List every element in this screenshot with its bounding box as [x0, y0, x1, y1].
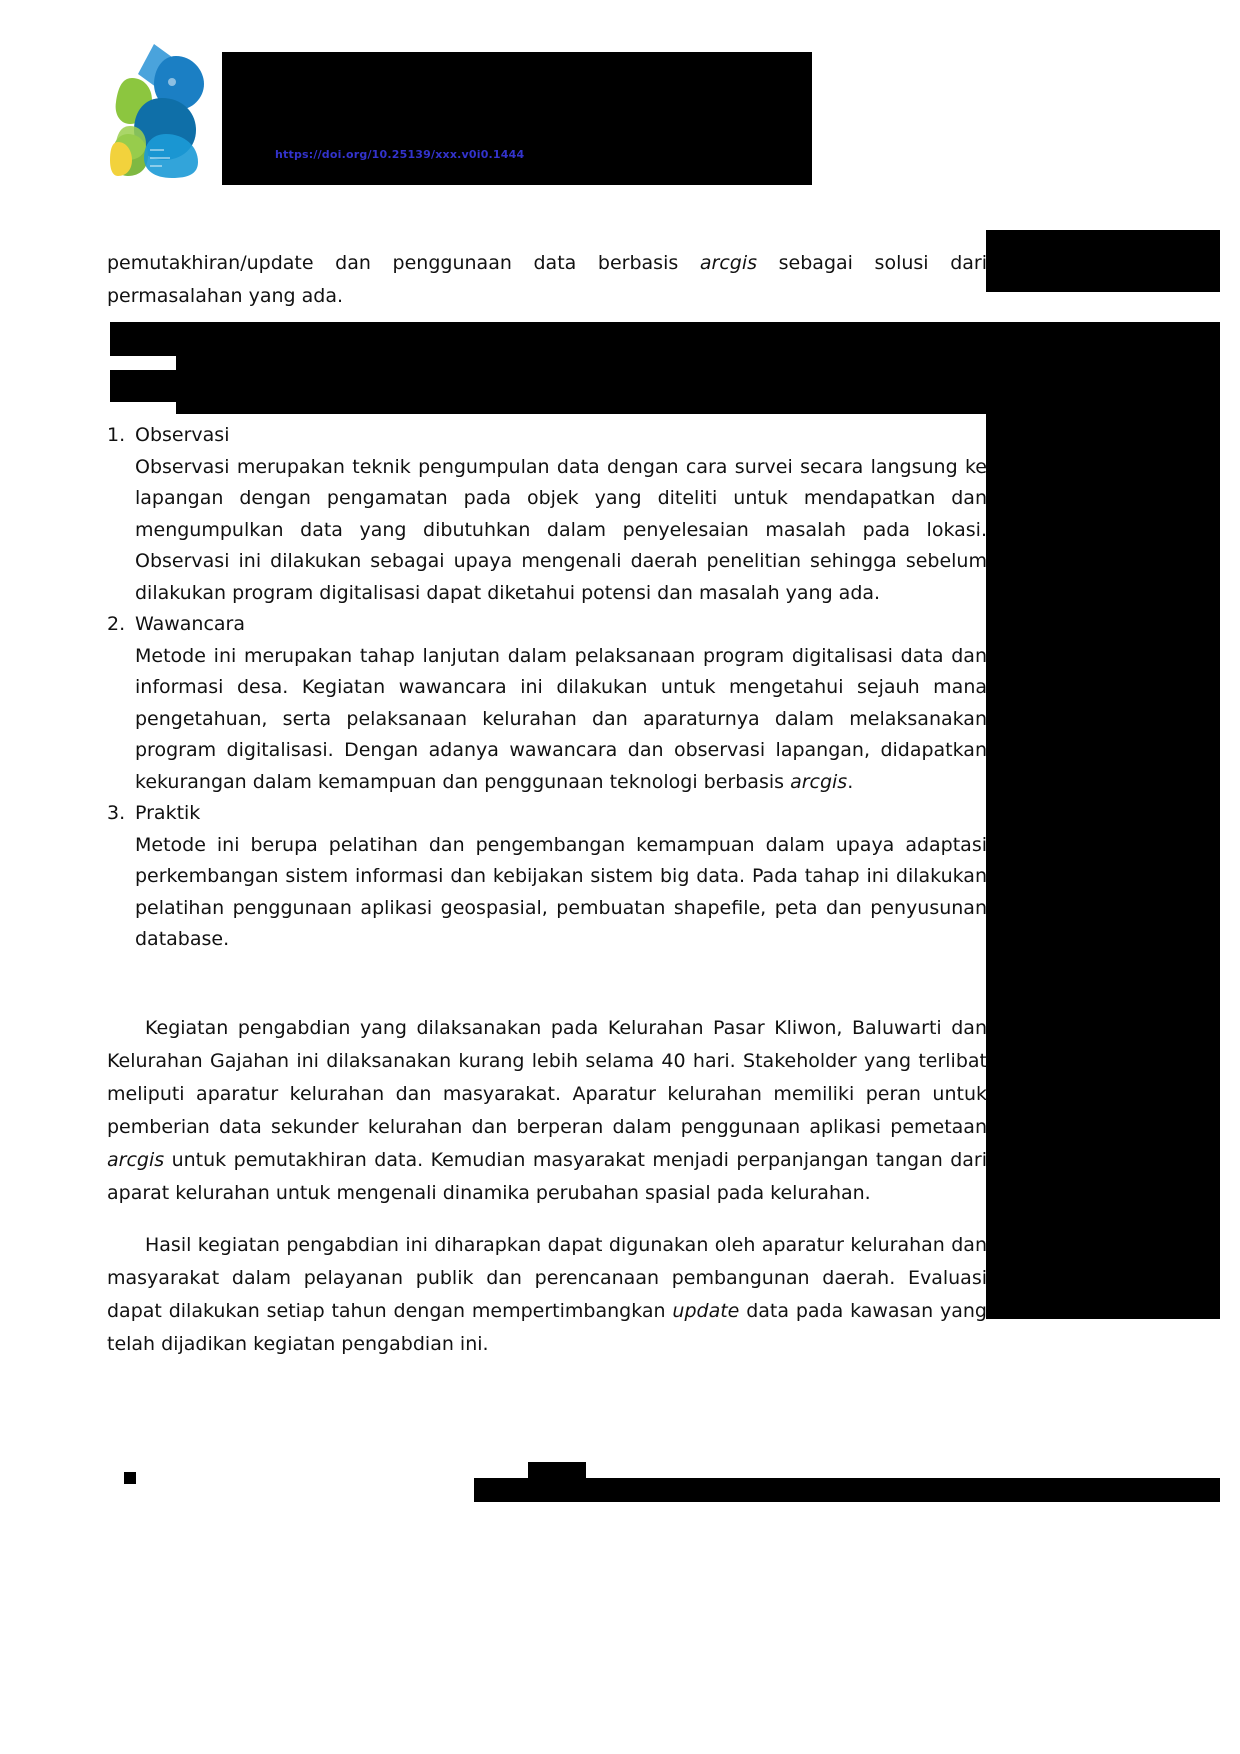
list-item-heading	[107, 609, 987, 641]
numbered-method-list	[107, 420, 987, 956]
paragraph-activity-post: untuk pemutakhiran data. Kemudian masyarakat menjadi perpanjangan tangan dari aparat kelurahan untuk mengenali dinamika perubahan spasial pada kelurahan.	[107, 1149, 987, 1204]
list-item-text-pre: Metode ini merupakan tahap lanjutan dalam pelaksanaan program digitalisasi data dan informasi desa. Kegiatan wawancara ini dilakukan untuk mengetahui sejauh mana pengetahuan, serta pelaksanaan kelurahan dan aparaturnya dalam melaksanakan program digitalisasi. Dengan adanya wawancara dan observasi lapangan, didapatkan kekurangan dalam kemampuan dan penggunaan teknologi berbasis	[135, 644, 987, 793]
redaction-block-right-body	[986, 414, 1220, 1319]
list-item-text-post: .	[847, 770, 854, 793]
list-item	[107, 609, 987, 798]
list-item	[107, 420, 987, 609]
paragraph-outcome	[107, 1229, 987, 1361]
paragraph-intro-italic: arcgis	[699, 252, 758, 274]
footer-marker	[124, 1472, 136, 1484]
redaction-block-right-top	[986, 230, 1220, 292]
page-header	[0, 0, 1240, 205]
paragraph-outcome-italic: update	[672, 1300, 740, 1322]
doi-link[interactable]: https://doi.org/10.25139/xxx.v0i0.1444	[275, 148, 525, 161]
list-item-number: 1.	[107, 424, 126, 446]
list-item	[107, 798, 987, 956]
list-item-title: Observasi	[135, 424, 230, 446]
list-item-heading	[107, 420, 987, 452]
paragraph-intro	[107, 247, 987, 313]
list-item-title: Wawancara	[135, 613, 245, 635]
paragraph-intro-post: sebagai solusi dari permasalahan yang ada.	[107, 252, 987, 307]
list-item-heading	[107, 798, 987, 830]
paragraph-intro-pre: pemutakhiran/update dan penggunaan data berbasis	[107, 252, 700, 274]
redaction-block-heading-1	[110, 322, 1220, 356]
list-item-text: Observasi merupakan teknik pengumpulan data dengan cara survei secara langsung ke lapangan dengan pengamatan pada objek yang diteliti untuk mendapatkan dan mengumpulkan data yang dibutuhkan dalam penyelesaian masalah pada lokasi. Observasi ini dilakukan sebagai upaya mengenali daerah penelitian sehingga sebelum dilakukan program digitalisasi dapat diketahui potensi dan masalah yang ada.	[135, 455, 987, 604]
journal-logo	[110, 38, 215, 178]
list-item-text	[135, 641, 987, 799]
paragraph-activity-italic: arcgis	[107, 1149, 165, 1171]
list-item-title: Praktik	[135, 802, 201, 824]
list-item-text: Metode ini berupa pelatihan dan pengembangan kemampuan dalam upaya adaptasi perkembangan sistem informasi dan kebijakan sistem big data. Pada tahap ini dilakukan pelatihan penggunaan aplikasi geospasial, pembuatan shapefile, peta dan penyusunan database.	[135, 833, 987, 950]
footer-redaction-bar	[474, 1478, 1220, 1502]
redaction-block-heading-2	[176, 356, 1220, 414]
paragraph-outcome-post: data pada kawasan yang telah dijadikan kegiatan pengabdian ini.	[107, 1300, 987, 1355]
redaction-block-heading-2-left	[110, 370, 256, 402]
list-item-number: 2.	[107, 613, 126, 635]
list-item-text-italic: arcgis	[790, 770, 848, 793]
paragraph-outcome-pre: Hasil kegiatan pengabdian ini diharapkan dapat digunakan oleh aparatur kelurahan dan masyarakat dalam pelayanan publik dan perencanaan pembangunan daerah. Evaluasi dapat dilakukan setiap tahun dengan mempertimbangkan	[107, 1234, 987, 1322]
list-item-number: 3.	[107, 802, 126, 824]
paragraph-activity-pre: Kegiatan pengabdian yang dilaksanakan pada Kelurahan Pasar Kliwon, Baluwarti dan Kelurahan Gajahan ini dilaksanakan kurang lebih selama 40 hari. Stakeholder yang terlibat meliputi aparatur kelurahan dan masyarakat. Aparatur kelurahan memiliki peran untuk pemberian data sekunder kelurahan dan berperan dalam penggunaan aplikasi pemetaan	[107, 1017, 987, 1138]
header-redaction-bar	[222, 52, 812, 185]
paragraph-activity	[107, 1012, 987, 1210]
